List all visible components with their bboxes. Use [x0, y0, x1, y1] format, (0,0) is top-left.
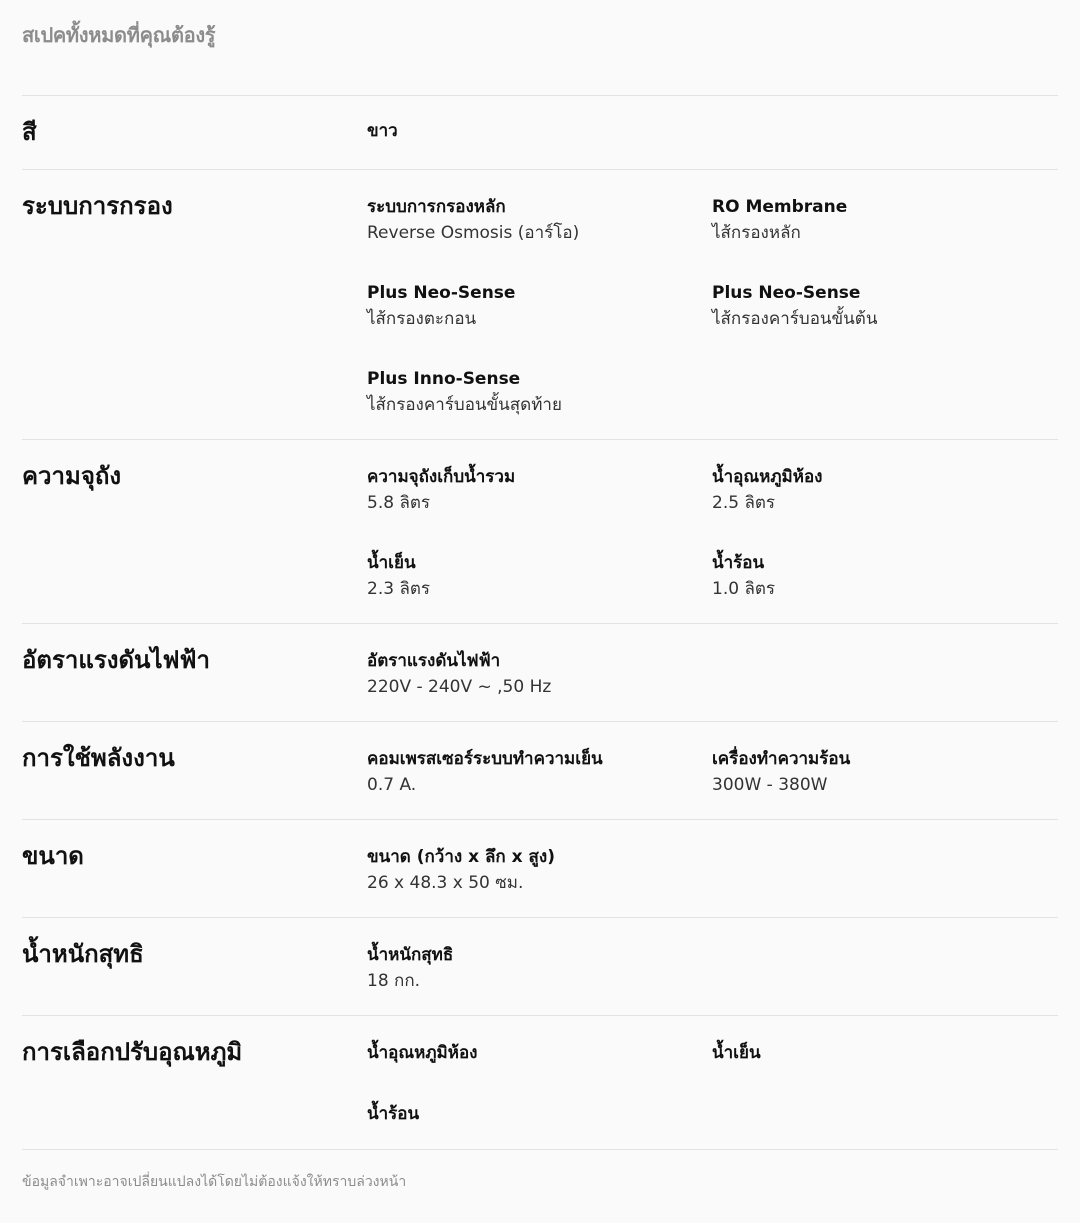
spec-item: [367, 194, 707, 246]
spec-item-name: ขนาด (กว้าง x ลึก x สูง): [367, 847, 555, 867]
spec-item-name: อัตราแรงดันไฟฟ้า: [367, 651, 501, 671]
spec-item-value: 1.0 ลิตร: [712, 579, 776, 599]
spec-item: [712, 194, 1052, 246]
spec-item: [367, 648, 707, 700]
spec-row: [22, 819, 1058, 917]
spec-item-value: ไส้กรองหลัก: [712, 223, 801, 243]
spec-row: [22, 439, 1058, 623]
spec-item-name: คอมเพรสเซอร์ระบบทำความเย็น: [367, 749, 603, 769]
spec-item-name: น้ำหนักสุทธิ: [367, 945, 454, 965]
spec-item-value: 18 กก.: [367, 971, 421, 991]
spec-item-name: ระบบการกรองหลัก: [367, 197, 506, 217]
spec-row-label: อัตราแรงดันไฟฟ้า: [22, 646, 210, 674]
spec-row: [22, 917, 1058, 1015]
spec-item-name: Plus Neo-Sense: [367, 283, 516, 303]
spec-item: [712, 1040, 1052, 1066]
spec-item-value: 2.5 ลิตร: [712, 493, 776, 513]
spec-row-label: น้ำหนักสุทธิ: [22, 940, 144, 968]
spec-item-value: 0.7 A.: [367, 775, 417, 795]
spec-item-value: ไส้กรองตะกอน: [367, 309, 477, 329]
spec-item: [367, 746, 707, 798]
spec-row-label: ความจุถัง: [22, 462, 122, 490]
disclaimer-note: ข้อมูลจำเพาะอาจเปลี่ยนแปลงได้โดยไม่ต้องแจ้งให้ทราบล่วงหน้า: [22, 1174, 407, 1190]
spec-item-value: ไส้กรองคาร์บอนขั้นต้น: [712, 309, 878, 329]
spec-item-value: 300W - 380W: [712, 775, 828, 795]
spec-item: [367, 280, 707, 332]
spec-item-name: น้ำเย็น: [712, 1043, 761, 1063]
spec-item-name: น้ำอุณหภูมิห้อง: [712, 467, 823, 487]
spec-item: [712, 746, 1052, 798]
spec-row: [22, 169, 1058, 439]
spec-item-name: น้ำอุณหภูมิห้อง: [367, 1043, 478, 1063]
spec-item-value: 220V - 240V ~ ,50 Hz: [367, 677, 552, 697]
spec-item: [712, 280, 1052, 332]
spec-item: [367, 844, 707, 896]
spec-item-name: เครื่องทำความร้อน: [712, 749, 851, 769]
spec-row-label: ระบบการกรอง: [22, 192, 173, 220]
spec-row-label: การใช้พลังงาน: [22, 744, 175, 772]
spec-item-name: น้ำร้อน: [712, 553, 765, 573]
spec-row-label: การเลือกปรับอุณหภูมิ: [22, 1038, 243, 1066]
spec-item: [367, 1040, 707, 1066]
page-title: สเปคทั้งหมดที่คุณต้องรู้: [22, 23, 216, 47]
spec-item: [367, 1101, 707, 1127]
spec-table: [22, 95, 1058, 1149]
spec-item: [367, 942, 707, 994]
spec-item: [712, 464, 1052, 516]
spec-row: [22, 623, 1058, 721]
spec-row: [22, 721, 1058, 819]
spec-item-value: Reverse Osmosis (อาร์โอ): [367, 223, 580, 243]
spec-item: [367, 550, 707, 602]
spec-item: [367, 464, 707, 516]
spec-row-label: ขนาด: [22, 842, 84, 870]
spec-item-value: 5.8 ลิตร: [367, 493, 431, 513]
spec-item-value: ขาว: [367, 121, 398, 141]
spec-item-name: Plus Neo-Sense: [712, 283, 861, 303]
spec-item-name: น้ำร้อน: [367, 1104, 420, 1124]
spec-item-name: RO Membrane: [712, 197, 848, 217]
spec-item: [712, 550, 1052, 602]
spec-item-name: น้ำเย็น: [367, 553, 416, 573]
spec-item: [367, 366, 707, 418]
spec-row: [22, 95, 1058, 169]
spec-item: [367, 118, 707, 144]
spec-row: [22, 1015, 1058, 1149]
spec-row-label: สี: [22, 118, 37, 146]
spec-item-value: 2.3 ลิตร: [367, 579, 431, 599]
spec-item-value: ไส้กรองคาร์บอนขั้นสุดท้าย: [367, 395, 562, 415]
bottom-divider: [22, 1149, 1058, 1150]
spec-item-value: 26 x 48.3 x 50 ซม.: [367, 873, 524, 893]
spec-item-name: ความจุถังเก็บน้ำรวม: [367, 467, 516, 487]
spec-item-name: Plus Inno-Sense: [367, 369, 521, 389]
